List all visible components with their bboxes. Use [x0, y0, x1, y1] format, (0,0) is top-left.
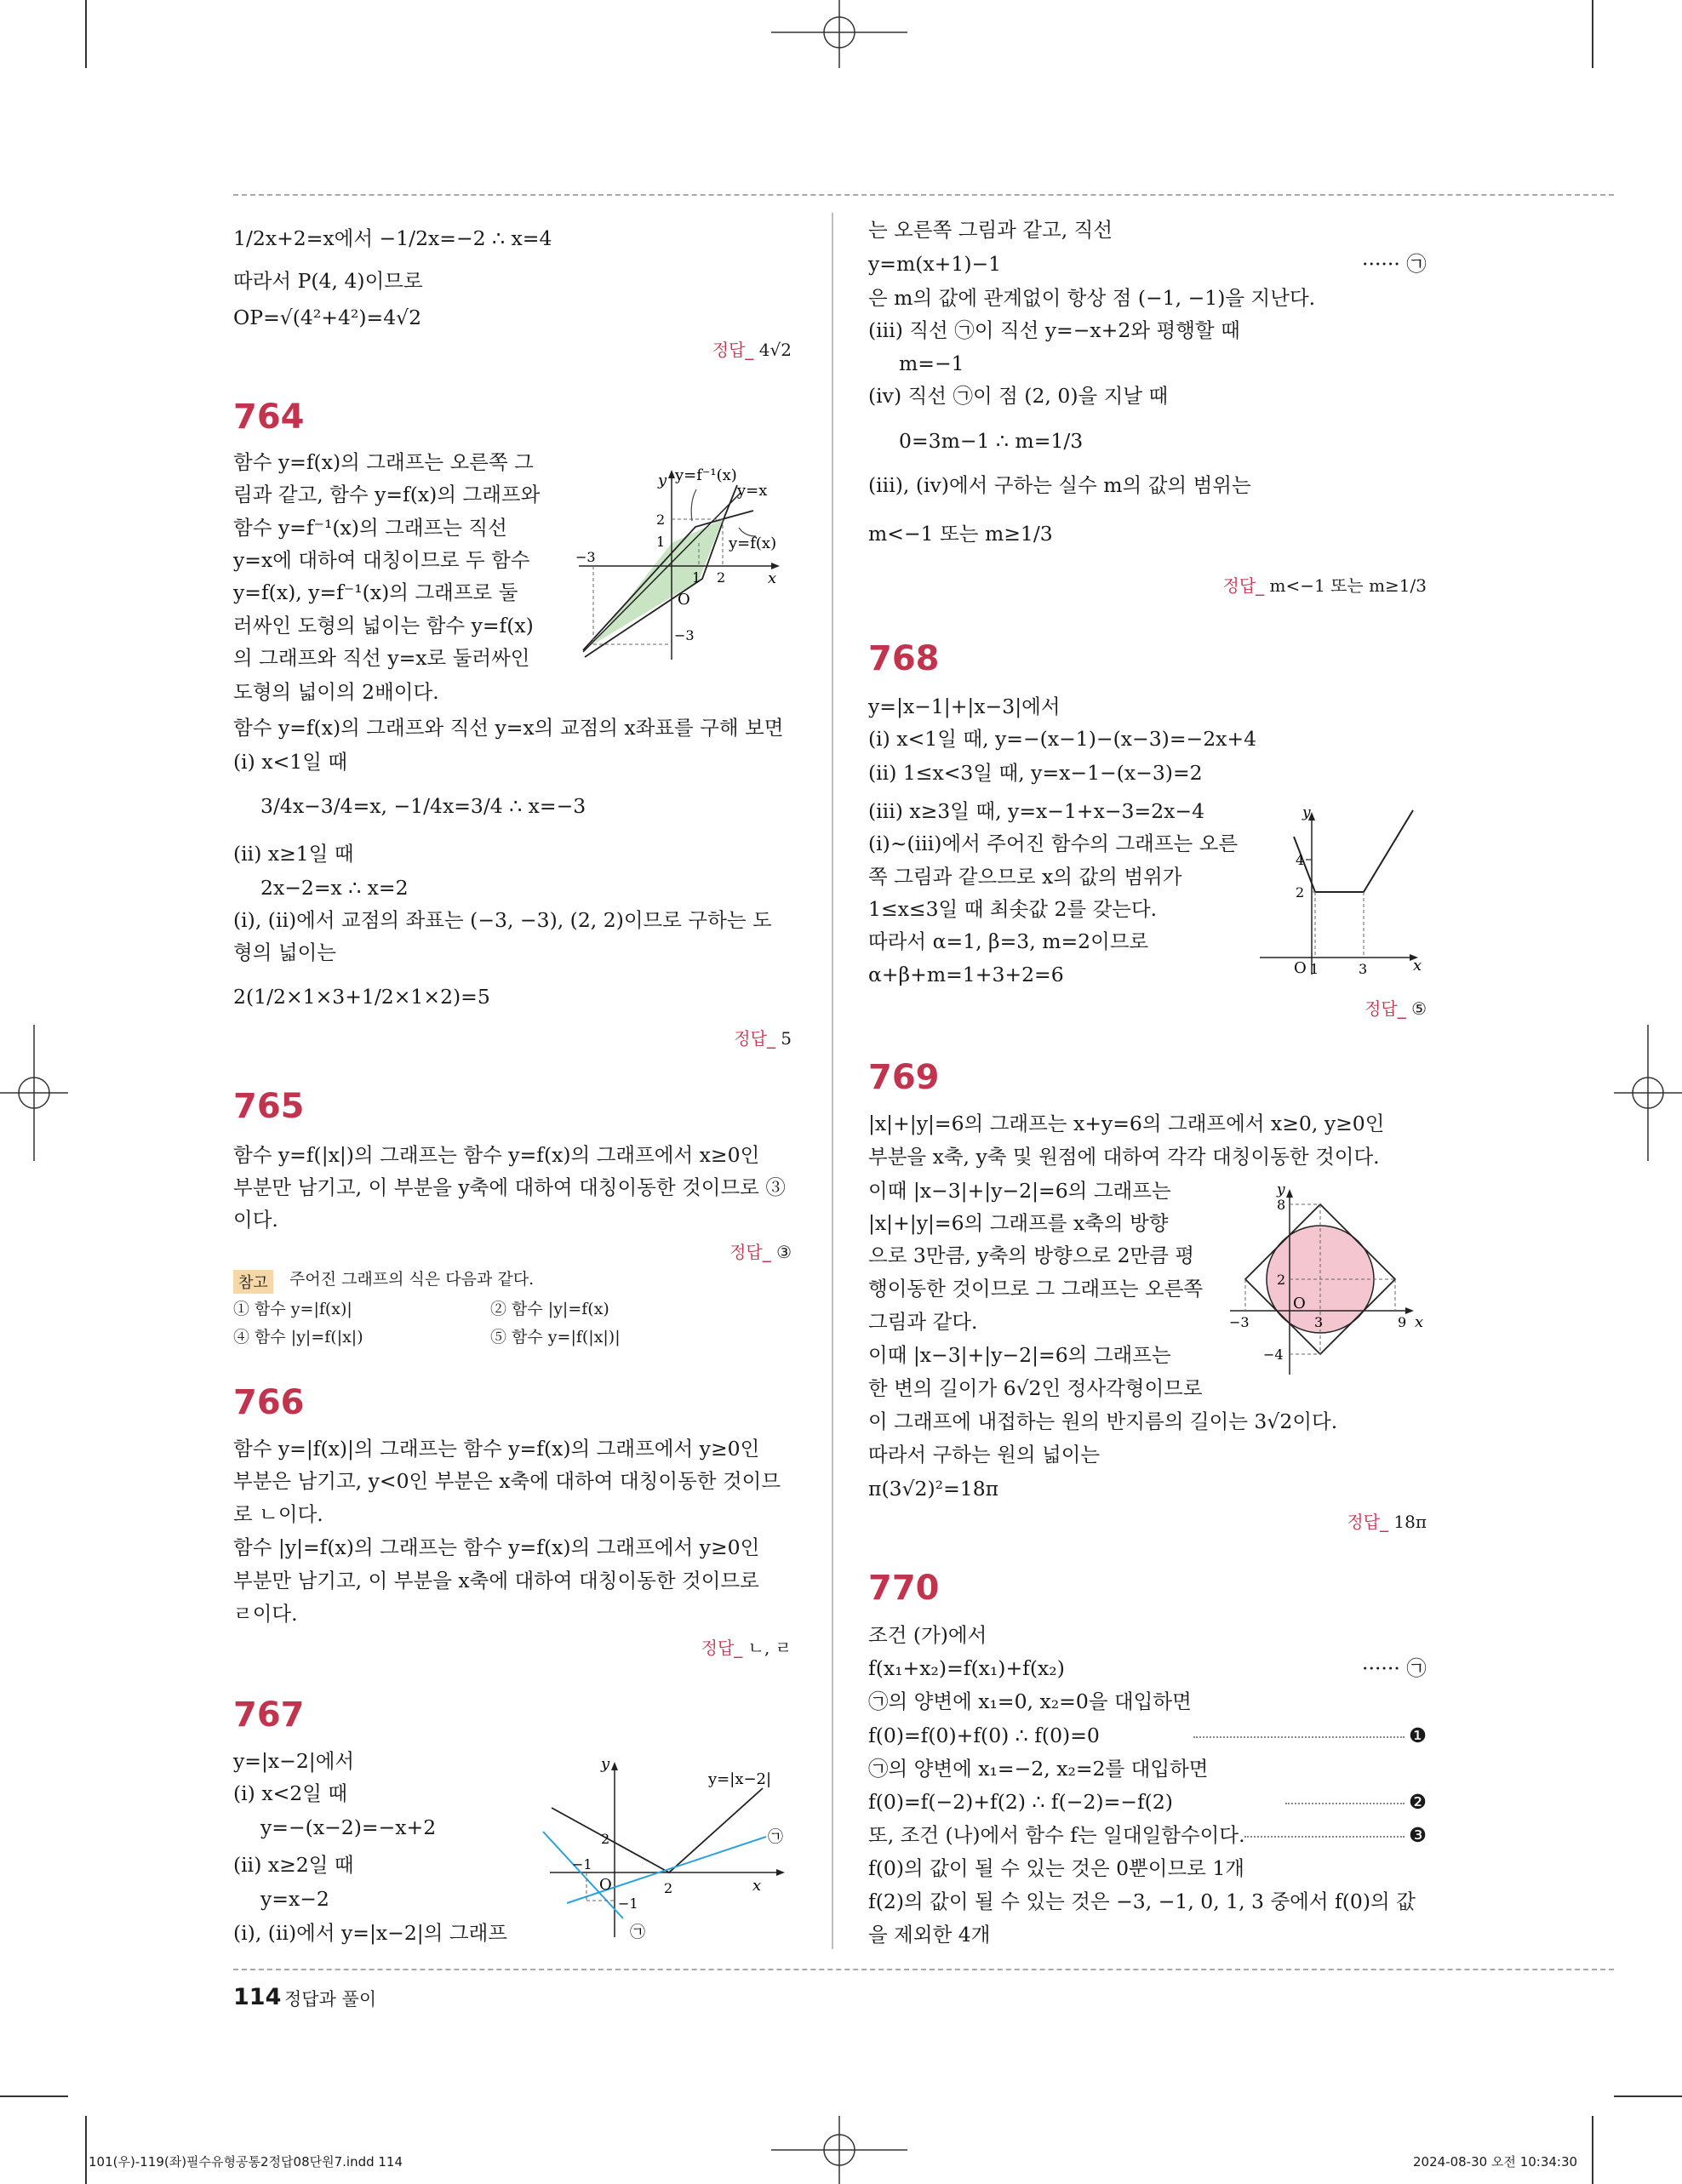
text-line: OP=√(4²+4²)=4√2: [233, 306, 422, 329]
text-line: 쪽 그림과 같으므로 x의 값의 범위가: [868, 865, 1182, 889]
crop-mark: [1592, 2116, 1593, 2184]
problem-number: 766: [233, 1383, 305, 1422]
text-line: 행이동한 것이므로 그 그래프는 오른쪽: [868, 1277, 1204, 1301]
note-item: ④ 함수 |y|=f(|x|): [233, 1328, 363, 1346]
graph-764: [570, 451, 826, 664]
curve-label: y=f(x): [729, 535, 777, 552]
answer: [729, 1241, 792, 1263]
text-line: (i), (ii)에서 교점의 좌표는 (−3, −3), (2, 2)이므로 구하는 도: [233, 908, 772, 932]
answer: [1364, 998, 1427, 1020]
tick-label: 2: [601, 1831, 610, 1847]
text-line: 함수 y=f⁻¹(x)의 그래프는 직선: [233, 516, 507, 540]
text-line: f(2)의 값이 될 수 있는 것은 −3, −1, 0, 1, 3 중에서 f(0)의 값: [868, 1890, 1416, 1913]
circled-label: ㉠: [630, 1924, 645, 1941]
tick-label: −3: [575, 549, 596, 565]
text-line: 2(1/2×1×3+1/2×1×2)=5: [233, 985, 490, 1009]
line-parallel-blue: [543, 1832, 623, 1918]
axis-label: y: [601, 1755, 610, 1773]
text-line: (i), (ii)에서 y=|x−2|의 그래프: [233, 1921, 508, 1945]
text-line: 0=3m−1 ∴ m=1/3: [899, 429, 1084, 453]
answer-label: 정답_: [1347, 1512, 1389, 1532]
tick-label: 2: [1296, 884, 1305, 900]
tick-label: 3: [1314, 1314, 1324, 1330]
problem-number: 764: [233, 397, 305, 437]
graph-768: [1251, 800, 1430, 979]
answer-label: 정답_: [712, 340, 754, 360]
x-arrow: [771, 563, 780, 569]
text-line: 이때 |x−3|+|y−2|=6의 그래프는: [868, 1179, 1171, 1203]
text-line: 부분만 남기고, 이 부분을 y축에 대하여 대칭이동한 것이므로 ③: [233, 1175, 786, 1199]
problem-number: 765: [233, 1087, 305, 1126]
text-line: ㄹ이다.: [233, 1602, 298, 1626]
text-line: 은 m의 값에 관계없이 항상 점 (−1, −1)을 지난다.: [868, 286, 1316, 310]
text-line: 이다.: [233, 1208, 278, 1232]
text-line: 따라서 P(4, 4)이므로: [233, 269, 423, 293]
answer-value: m<−1 또는 m≥1/3: [1269, 575, 1427, 596]
text-line: (i) x<2일 때: [233, 1781, 348, 1805]
tick-label: −3: [674, 627, 695, 643]
note-item: ① 함수 y=|f(x)|: [233, 1300, 352, 1318]
text-line: ㉠의 양변에 x₁=−2, x₂=2를 대입하면: [868, 1757, 1209, 1781]
bottom-rule: [233, 1969, 1614, 1970]
text-line: y=|x−1|+|x−3|에서: [868, 695, 1061, 718]
registration-mark-right: [1614, 1025, 1682, 1161]
text-line: 따라서 구하는 원의 넓이는: [868, 1443, 1101, 1466]
problem-number: 770: [868, 1569, 940, 1608]
axis-label: x: [1415, 1313, 1424, 1331]
page-number: 114: [233, 1984, 282, 2010]
y-arrow: [611, 1762, 618, 1770]
problem-number: 769: [868, 1058, 940, 1097]
answer-label: 정답_: [701, 1638, 743, 1658]
text-line: 러싸인 도형의 넓이는 함수 y=f(x): [233, 614, 534, 637]
text-line: 또, 조건 (나)에서 함수 f는 일대일함수이다.: [868, 1823, 1245, 1847]
answer: [734, 1027, 792, 1049]
curve-label: y=x: [737, 482, 768, 500]
tick-label: −1: [618, 1895, 638, 1912]
text-line: 도형의 넓이의 2배이다.: [233, 680, 439, 704]
text-line: (ii) 1≤x<3일 때, y=x−1−(x−3)=2: [868, 761, 1203, 785]
answer-value: 18π: [1393, 1512, 1427, 1532]
text-line: π(3√2)²=18π: [868, 1477, 999, 1501]
tick-label: 2: [717, 569, 726, 586]
text-line: (iv) 직선 ㉠이 점 (2, 0)을 지날 때: [868, 384, 1169, 408]
tick-label: 9: [1398, 1314, 1407, 1330]
text-line: f(0)=f(−2)+f(2) ∴ f(−2)=−f(2): [868, 1790, 1173, 1814]
origin-label: O: [678, 591, 690, 609]
registration-mark-top: [771, 0, 907, 68]
answer-value: ㄴ, ㄹ: [747, 1638, 792, 1658]
answer: [1223, 575, 1427, 597]
column-divider: [832, 213, 833, 1949]
text-line: f(0)=f(0)+f(0) ∴ f(0)=0: [868, 1724, 1100, 1747]
origin-label: O: [599, 1876, 612, 1894]
text-line: 1/2x+2=x에서 −1/2x=−2 ∴ x=4: [233, 226, 552, 250]
tick-label: −3: [1229, 1314, 1250, 1330]
tick-label: 2: [656, 512, 666, 528]
tick-label: 2: [1277, 1272, 1286, 1288]
text-line: (iii), (iv)에서 구하는 실수 m의 값의 범위는: [868, 473, 1251, 497]
text-line: 림과 같고, 함수 y=f(x)의 그래프와: [233, 483, 541, 506]
text-line: 는 오른쪽 그림과 같고, 직선: [868, 218, 1113, 242]
text-line: 부분만 남기고, 이 부분을 x축에 대하여 대칭이동한 것이므로: [233, 1569, 759, 1592]
answer-value: 5: [781, 1028, 792, 1049]
text-line: 한 변의 길이가 6√2인 정사각형이므로: [868, 1376, 1203, 1400]
x-arrow: [776, 1869, 785, 1876]
text-line: |x|+|y|=6의 그래프를 x축의 방향: [868, 1211, 1169, 1235]
crop-mark: [0, 2095, 68, 2097]
text-line: y=m(x+1)−1: [868, 252, 1002, 276]
note-badge: 참고: [233, 1270, 273, 1294]
text-line: 함수 y=f(x)의 그래프는 오른쪽 그: [233, 450, 534, 474]
registration-mark-left: [0, 1025, 68, 1161]
tick-label: 2: [664, 1880, 673, 1896]
leader: [691, 489, 696, 521]
crop-mark: [1614, 2095, 1682, 2097]
text-line: y=x에 대하여 대칭이므로 두 함수: [233, 548, 530, 572]
origin-label: O: [1294, 959, 1307, 977]
note-item: ⑤ 함수 y=|f(|x|)|: [490, 1328, 621, 1346]
text-line: 로 ㄴ이다.: [233, 1502, 323, 1526]
problem-number: 767: [233, 1695, 305, 1735]
text-line: 부분은 남기고, y<0인 부분은 x축에 대하여 대칭이동한 것이므: [233, 1469, 781, 1493]
top-rule: [233, 194, 1614, 196]
crop-mark: [1592, 0, 1593, 68]
axis-label: y: [658, 472, 667, 489]
answer-value: 4√2: [758, 340, 792, 360]
text-line: 부분을 x축, y축 및 원점에 대하여 각각 대칭이동한 것이다.: [868, 1145, 1380, 1169]
answer-value: ③: [776, 1242, 792, 1262]
axis-label: y: [1302, 804, 1311, 821]
problem-number: 768: [868, 639, 940, 678]
dotted-leader: [1244, 1836, 1405, 1838]
graph-767: [541, 1741, 814, 1946]
tick-label: 3: [1359, 961, 1368, 977]
text-line: y=−(x−2)=−x+2: [260, 1815, 437, 1839]
answer: [1347, 1511, 1427, 1533]
text-line: 1≤x≤3일 때 최솟값 2를 갖는다.: [868, 897, 1158, 921]
y-arrow: [668, 470, 675, 478]
curve-label: y=f⁻¹(x): [675, 466, 737, 484]
axis-label: x: [1413, 957, 1422, 975]
dotted-leader: [1193, 1736, 1405, 1738]
text-line: f(x₁+x₂)=f(x₁)+f(x₂): [868, 1656, 1065, 1680]
footer-file: 101(우)-119(좌)필수유형공통2정답08단원7.indd 114: [89, 2154, 403, 2170]
text-line: 의 그래프와 직선 y=x로 둘러싸인: [233, 646, 530, 670]
tick-label: 1: [1310, 961, 1319, 977]
text-line: (iii) 직선 ㉠이 직선 y=−x+2와 평행할 때: [868, 318, 1240, 342]
tick-label: 1: [656, 534, 666, 550]
footer-timestamp: 2024-08-30 오전 10:34:30: [1413, 2154, 1578, 2170]
text-line: m=−1: [899, 352, 964, 375]
text-line: y=x−2: [260, 1887, 329, 1911]
text-line: (ii) x≥1일 때: [233, 842, 354, 866]
text-line: (i)~(iii)에서 주어진 함수의 그래프는 오른: [868, 832, 1239, 855]
axis-label: x: [768, 569, 777, 587]
crop-mark: [85, 0, 87, 68]
dotted-leader: [1285, 1803, 1405, 1804]
text-line: 함수 |y|=f(x)의 그래프는 함수 y=f(x)의 그래프에서 y≥0인: [233, 1535, 760, 1559]
answer-label: 정답_: [729, 1242, 771, 1262]
text-line: 함수 y=|f(x)|의 그래프는 함수 y=f(x)의 그래프에서 y≥0인: [233, 1437, 760, 1461]
tick-label: −1: [572, 1856, 592, 1872]
answer-value: ⑤: [1411, 998, 1427, 1019]
origin-label: O: [1293, 1295, 1306, 1312]
text-line: 을 제외한 4개: [868, 1923, 991, 1947]
text-line: (ii) x≥2일 때: [233, 1853, 354, 1877]
graph-769: [1226, 1179, 1439, 1383]
crop-mark: [85, 2116, 87, 2184]
registration-mark-bottom: [771, 2116, 907, 2184]
text-line: 함수 y=f(x)의 그래프와 직선 y=x의 교점의 x좌표를 구해 보면: [233, 716, 784, 740]
text-line: 조건 (가)에서: [868, 1623, 987, 1647]
text-line: 함수 y=f(|x|)의 그래프는 함수 y=f(x)의 그래프에서 x≥0인: [233, 1143, 760, 1167]
y-arrow: [1286, 1189, 1293, 1198]
curve-label: y=|x−2|: [708, 1770, 772, 1788]
answer: [701, 1637, 792, 1659]
note-title: 주어진 그래프의 식은 다음과 같다.: [289, 1270, 535, 1289]
answer-label: 정답_: [734, 1028, 775, 1049]
text-line: 3/4x−3/4=x, −1/4x=3/4 ∴ x=−3: [260, 794, 586, 818]
tick-label: 1: [692, 569, 701, 586]
text-line: 이 그래프에 내접하는 원의 반지름의 길이는 3√2이다.: [868, 1409, 1338, 1433]
text-line: (i) x<1일 때: [233, 750, 348, 774]
note-item: ② 함수 |y|=f(x): [490, 1300, 609, 1318]
text-line: (i) x<1일 때, y=−(x−1)−(x−3)=−2x+4: [868, 727, 1257, 751]
text-line: |x|+|y|=6의 그래프는 x+y=6의 그래프에서 x≥0, y≥0인: [868, 1112, 1385, 1135]
text-line: m<−1 또는 m≥1/3: [868, 522, 1053, 546]
text-line: 형의 넓이는: [233, 940, 336, 964]
step-marker: ❷: [1409, 1790, 1427, 1814]
text-line: ㉠의 양변에 x₁=0, x₂=0을 대입하면: [868, 1689, 1192, 1713]
text-line: 이때 |x−3|+|y−2|=6의 그래프는: [868, 1343, 1171, 1367]
equation-tag: ······ ㉠: [1362, 1656, 1427, 1680]
step-marker: ❶: [1409, 1724, 1427, 1747]
step-marker: ❸: [1409, 1823, 1427, 1847]
text-line: (iii) x≥3일 때, y=x−1+x−3=2x−4: [868, 799, 1205, 823]
tick-label: 8: [1277, 1197, 1286, 1213]
tick-label: −4: [1263, 1346, 1284, 1363]
axis-label: x: [752, 1877, 762, 1895]
text-line: 으로 3만큼, y축의 방향으로 2만큼 평: [868, 1244, 1195, 1267]
text-line: 따라서 α=1, β=3, m=2이므로: [868, 929, 1149, 953]
text-line: 그림과 같다.: [868, 1310, 978, 1334]
axis-label: y: [1277, 1181, 1285, 1198]
page-section: 정답과 풀이: [284, 1989, 377, 2010]
text-line: f(0)의 값이 될 수 있는 것은 0뿐이므로 1개: [868, 1856, 1244, 1880]
answer: [712, 339, 792, 361]
x-arrow: [1405, 1307, 1414, 1314]
circled-label: ㉠: [768, 1828, 783, 1846]
answer-label: 정답_: [1222, 575, 1265, 596]
text-line: α+β+m=1+3+2=6: [868, 963, 1064, 986]
equation-tag: ······ ㉠: [1362, 252, 1427, 276]
text-line: y=f(x), y=f⁻¹(x)의 그래프로 둘: [233, 580, 518, 604]
answer-label: 정답_: [1364, 998, 1406, 1019]
text-line: y=|x−2|에서: [233, 1749, 355, 1773]
tick-label: 4: [1296, 852, 1305, 868]
text-line: 2x−2=x ∴ x=2: [260, 876, 409, 900]
